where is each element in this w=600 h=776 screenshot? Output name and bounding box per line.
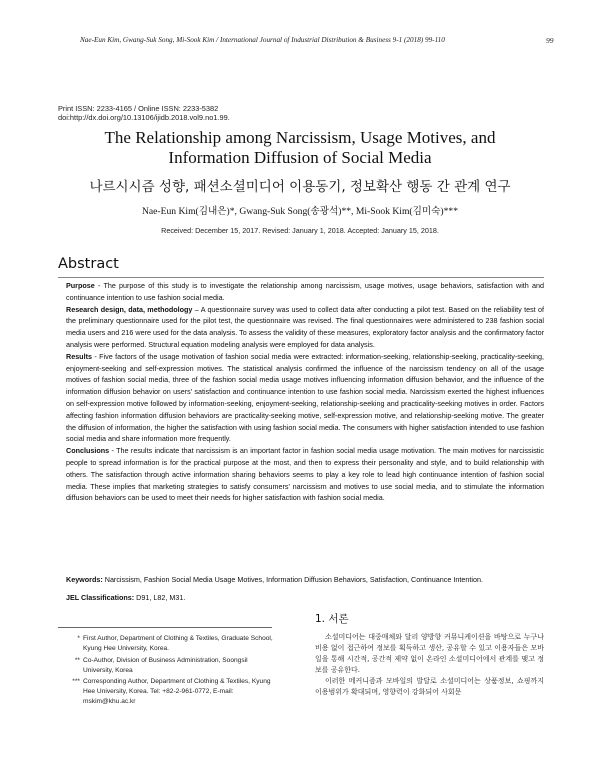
intro-paragraph-1: 소셜미디어는 대중매체와 달리 양방향 커뮤니케이션을 바탕으로 누구나 비용 없이 접근하여 정보를 획득하고 생산, 공유할 수 있고 이용자들은 모바일을 통해 시간적, 공간적 제약 없이 온라인 소셜미디어에서 관계를 맺고 정보를 공유한다. [315, 633, 544, 674]
doi-line: doi:http://dx.doi.org/10.13106/ijidb.2018.vol9.no1.99. [58, 113, 230, 123]
abstract-heading: Abstract [58, 256, 119, 272]
purpose-text: - The purpose of this study is to investigate the relationship among narcissism, usage motives, usage behaviors, satisfaction with and continuance intention to use fashion social media. [66, 281, 544, 302]
title-english-line-2: Information Diffusion of Social Media [168, 148, 432, 167]
abstract-conclusions [66, 445, 544, 504]
title-english-line-1: The Relationship among Narcissism, Usage Motives, and [104, 128, 496, 147]
footnote-mark: * [77, 635, 80, 642]
intro-paragraph-2: 이러한 메커니즘과 모바일의 발달로 소셜미디어는 상품정보, 쇼핑까지 이용범위가 확대되며, 영향력이 강화되어 사회문 [315, 677, 544, 696]
footnote-text: Corresponding Author, Department of Clothing & Textiles, Kyung Hee University, Korea. Tel: +82-2-961-0772, E-mail: mskim@khu.ac.kr [83, 678, 271, 705]
keywords-label: Keywords: [66, 575, 103, 584]
issn-block [58, 104, 230, 123]
purpose-label: Purpose [66, 281, 95, 290]
abstract-results [66, 351, 544, 445]
title-english [0, 128, 600, 168]
keywords [66, 575, 544, 584]
section-heading: 1. 서론 [315, 613, 349, 625]
issn-line: Print ISSN: 2233-4165 / Online ISSN: 2233-5382 [58, 104, 219, 113]
footnote-first-author [58, 634, 278, 654]
abstract-design [66, 304, 544, 351]
abstract-divider [58, 277, 544, 278]
keywords-text: Narcissism, Fashion Social Media Usage Motives, Information Diffusion Behaviors, Satisfaction, Continuance Intention. [102, 575, 483, 584]
jel-label: JEL Classifications: [66, 593, 135, 602]
conclusions-text: - The results indicate that narcissism is an important factor in fashion social media usage motivation. The main motives for narcissistic people to spread information is for the practical purpose at the most, and then to express their personality and style, and to build relationship with others. The satisfaction through active information sharing behaviors seems to play a key role to lead high continuance intention of fashion social media. These implies that marketing strategies to satisfy consumers' narcissism and motives to use social media, and to stimulate the information diffusion behaviors can be used to meet their needs for higher satisfaction with fashion social media. [66, 446, 544, 503]
author-list: Nae-Eun Kim(김내은)*, Gwang-Suk Song(송광석)**, Mi-Sook Kim(김미숙)*** [141, 206, 459, 217]
footnote-co-author [58, 656, 278, 676]
page-number: 99 [546, 36, 554, 45]
abstract-body [66, 280, 544, 504]
title-korean: 나르시시즘 성향, 패션소셜미디어 이용동기, 정보확산 행동 간 관계 연구 [89, 179, 511, 195]
received-dates: Received: December 15, 2017. Revised: January 1, 2018. Accepted: January 15, 2018. [161, 226, 439, 235]
footnote-text: Co-Author, Division of Business Administration, Soongsil University, Korea [83, 657, 248, 674]
abstract-purpose [66, 280, 544, 304]
footnote-corresponding-author [58, 677, 278, 707]
jel-text: D91, L82, M31. [134, 593, 186, 602]
jel-classifications [66, 593, 185, 602]
introduction-body [315, 632, 544, 698]
design-text: – A questionnaire survey was used to collect data after conducting a pilot test. Based on the reliability test of the preliminary questionnaire used for the pilot test, the questionnaire was revised. The final questionnaires were administered to 238 fashion social media users and 216 were used for the data analysis. To assess the validity of these measures, exploratory factor analysis and the confirmatory factor analysis were performed. Structural equation modeling analysis were employed for data analysis. [66, 304, 544, 349]
results-label: Results [66, 351, 92, 361]
footnote-mark: *** [72, 678, 80, 685]
results-text: - Five factors of the usage motivation of fashion social media were extracted: information-seeking, relationship-seeking, practicality-seeking, enjoyment-seeking and self-expression motives. The statistical analysis confirmed the influence of the narcissism tendency on all of the usage motives of fashion social media, three of the fashion social media usage motives influencing information diffusion behavior, and the influence of the information diffusion behavior on users' satisfaction and continuance intention to use fashion social media. Narcissism exerted the highest influences on self-expression motive followed by information-seeking, enjoyment-seeking, relationship-seeking and practicality-seeking motives in order. Factors affecting fashion information diffusion behaviors are practicality-seeking motive, self-expression motive, and relationship-seeking motive. The greater the diffusion of information, the higher the satisfaction with using fashion social media. The consumers with higher satisfaction intended to use fashion social media and share information more frequently. [66, 351, 544, 444]
footnote-mark: ** [74, 657, 80, 664]
running-head: Nae-Eun Kim, Gwang-Suk Song, Mi-Sook Kim / International Journal of Industrial Distribution & Business 9-1 (2018) 99-110 [80, 36, 445, 44]
footnote-text: First Author, Department of Clothing & Textiles, Graduate School, Kyung Hee University, Korea. [83, 635, 273, 652]
footnote-divider [58, 627, 272, 628]
conclusions-label: Conclusions [66, 446, 110, 456]
design-label: Research design, data, methodology [66, 304, 193, 314]
